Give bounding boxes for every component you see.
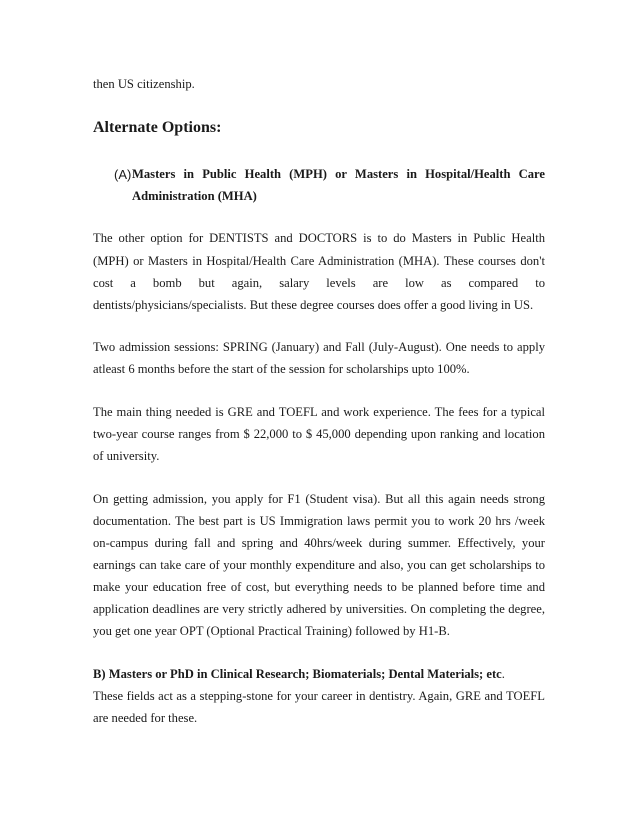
option-a-marker: (A) (114, 167, 132, 182)
option-b-heading (93, 666, 545, 682)
paragraph-2-line-2: atleast 6 months before the start of the session for scholarships upto 100%. (93, 362, 470, 376)
option-a-title-line-2: Administration (MHA) (132, 189, 257, 203)
paragraph-4-line-4: earnings can take care of your monthly expenditure and also, you can get scholarships to (93, 558, 545, 572)
option-b-title: B) Masters or PhD in Clinical Research; Biomaterials; Dental Materials; etc (93, 667, 502, 681)
paragraph-2-line-1: Two admission sessions: SPRING (January) and Fall (July-August). One needs to apply (93, 340, 545, 354)
option-a-title-line-1: Masters in Public Health (MPH) or Masters in Hospital/Health Care (132, 167, 545, 181)
paragraph-1-line-4: dentists/physicians/specialists. But these degree courses does offer a good living in US. (93, 298, 534, 312)
paragraph-4-line-2: documentation. The best part is US Immigration laws permit you to work 20 hrs /week (93, 514, 545, 528)
intro-text: then US citizenship. (93, 77, 195, 91)
option-b-line-2: are needed for these. (93, 711, 198, 725)
paragraph-1-line-2: (MPH) or Masters in Hospital/Health Care Administration (MHA). These courses don't (93, 254, 545, 268)
paragraph-4-line-6: application deadlines are very strictly adhered by universities. On completing the degree, (93, 602, 545, 616)
paragraph-1-line-1: The other option for DENTISTS and DOCTORS is to do Masters in Public Health (93, 231, 545, 245)
option-b-title-period: . (501, 667, 505, 681)
paragraph-3-line-3: of university. (93, 449, 160, 463)
section-heading: Alternate Options: (93, 119, 222, 136)
paragraph-3-line-1: The main thing needed is GRE and TOEFL and work experience. The fees for a typical (93, 405, 545, 419)
paragraph-4-line-3: on-campus during fall and spring and 40hrs/week during summer. Effectively, your (93, 536, 545, 550)
paragraph-4-line-7: you get one year OPT (Optional Practical Training) followed by H1-B. (93, 624, 450, 638)
paragraph-4-line-1: On getting admission, you apply for F1 (Student visa). But all this again needs strong (93, 492, 545, 506)
paragraph-3-line-2: two-year course ranges from $ 22,000 to $ 45,000 depending upon ranking and location (93, 427, 545, 441)
paragraph-1-line-3: cost a bomb but again, salary levels are low as compared to (93, 276, 545, 290)
option-b-line-1: These fields act as a stepping-stone for your career in dentistry. Again, GRE and TOEFL (93, 689, 545, 703)
paragraph-4-line-5: make your education free of cost, but everything needs to be planned before time and (93, 580, 545, 594)
